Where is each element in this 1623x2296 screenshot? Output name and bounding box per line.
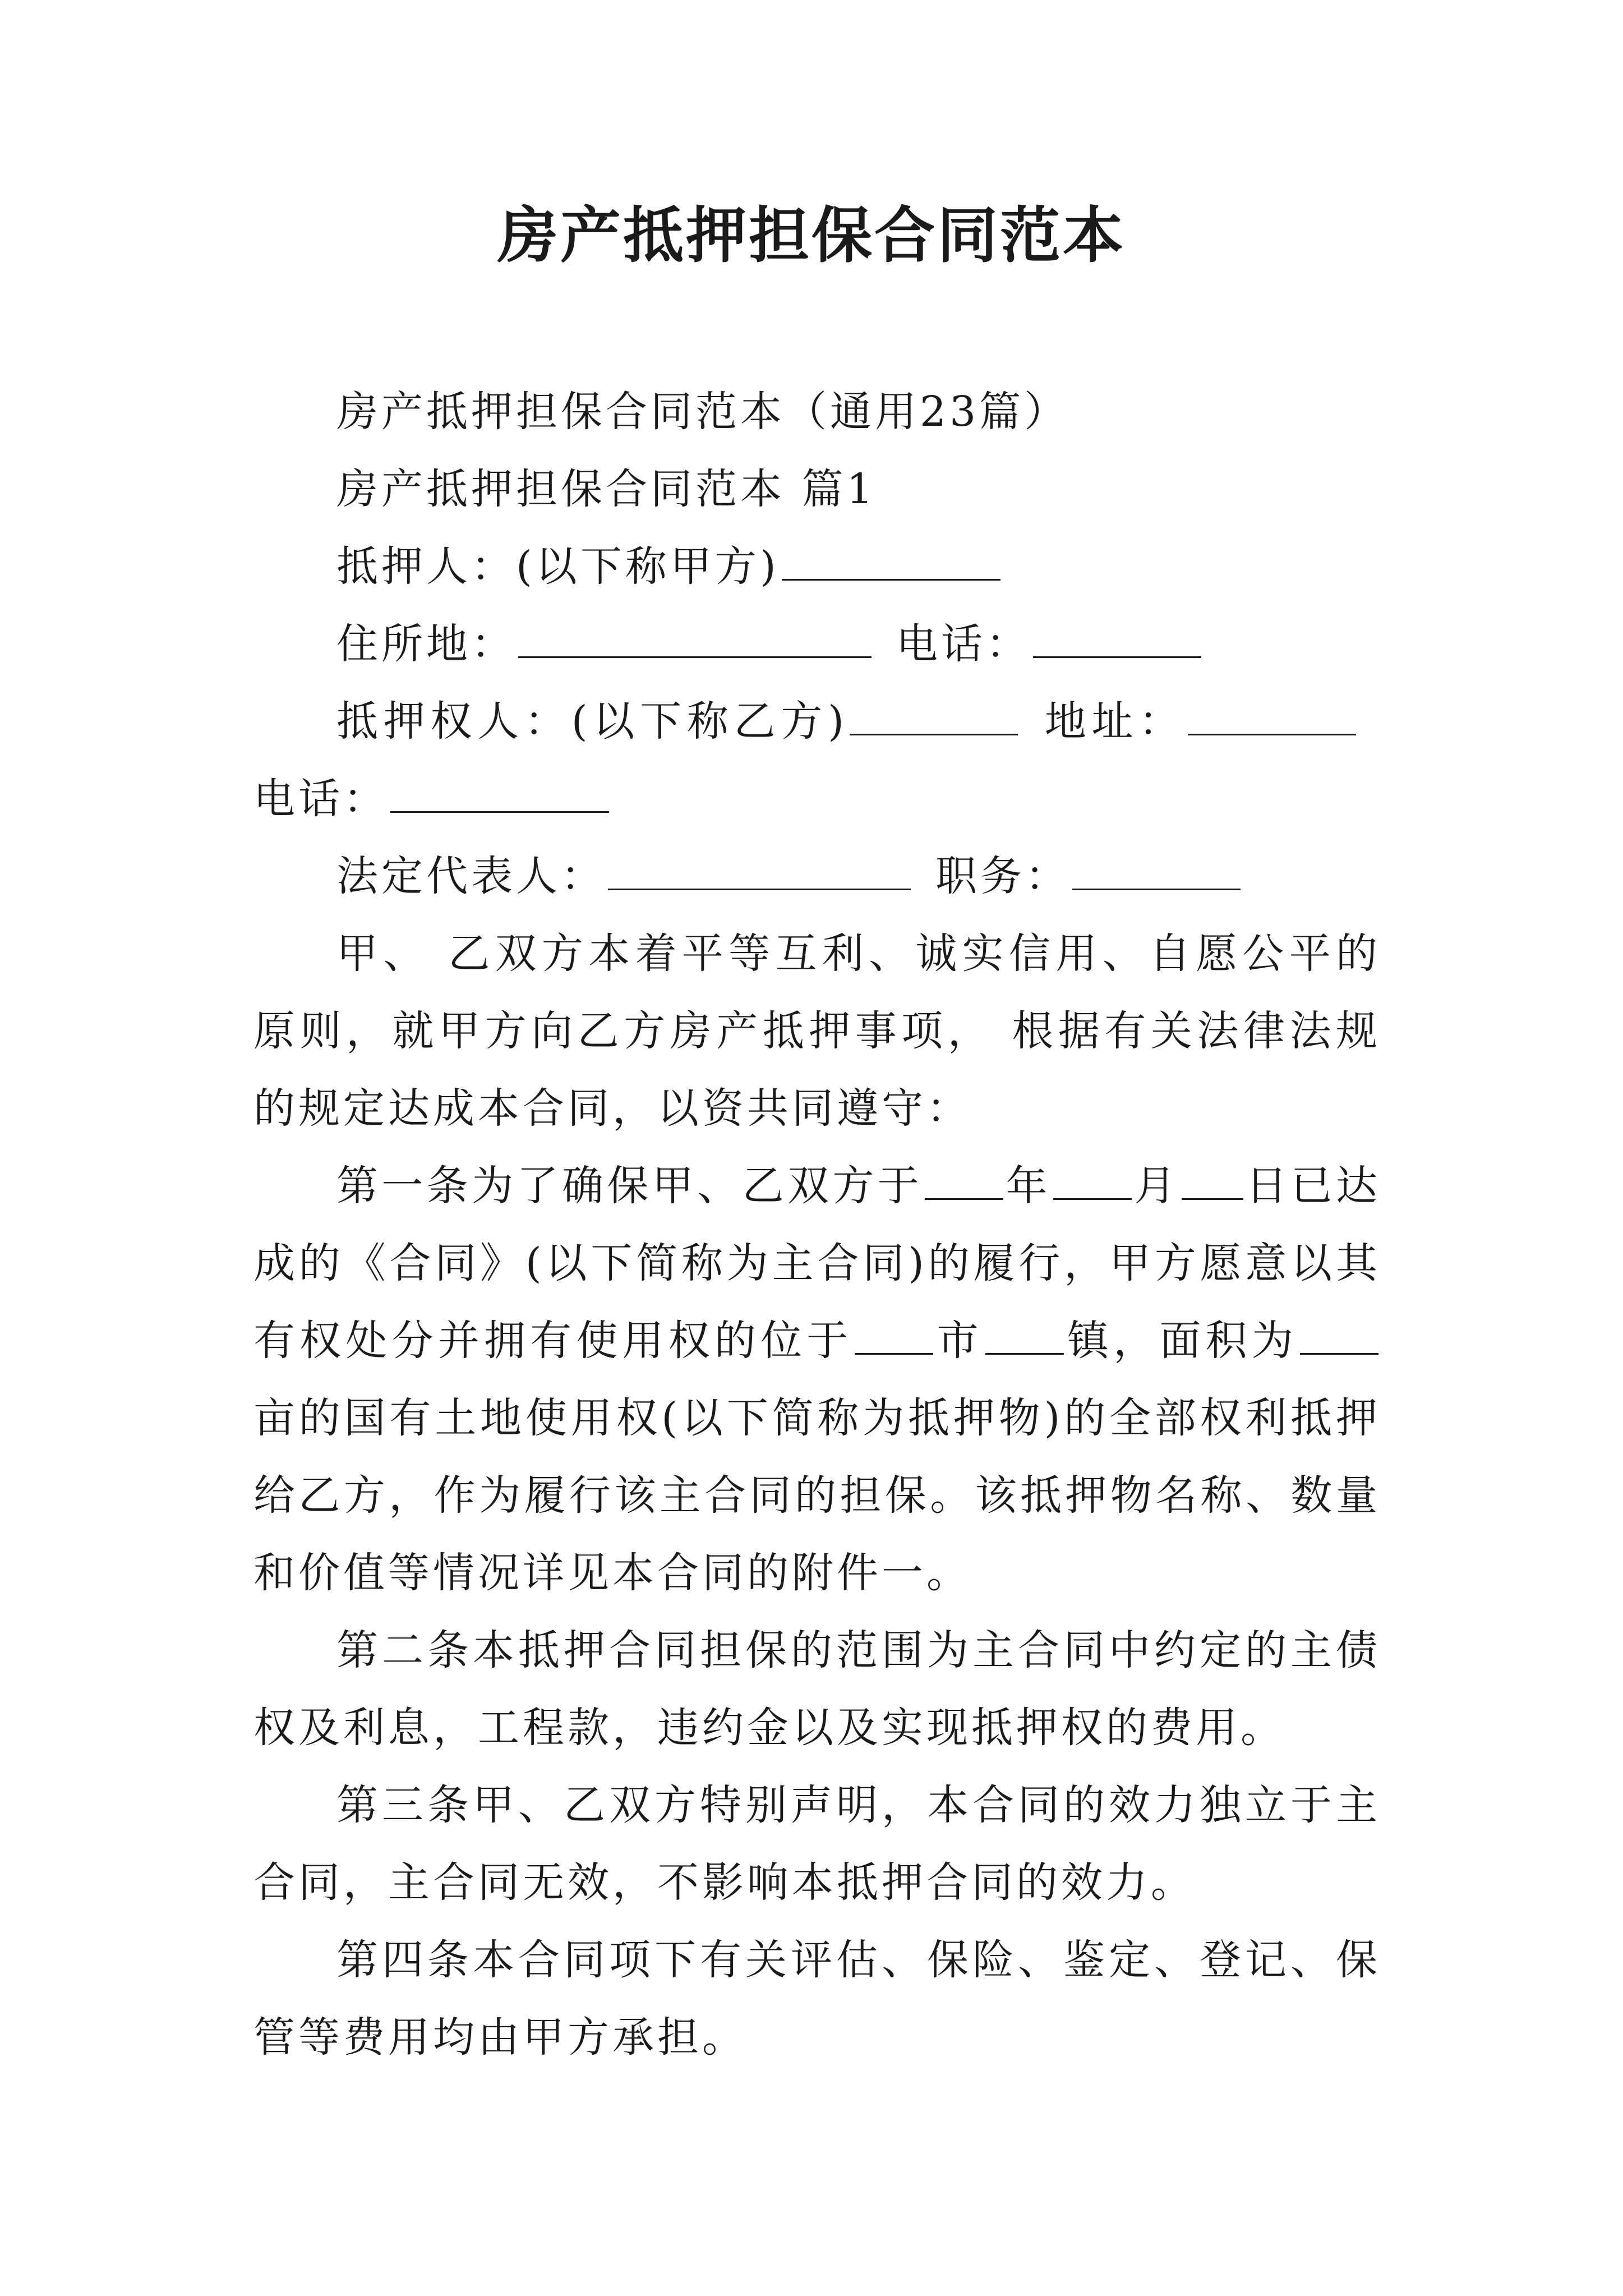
document-body bbox=[253, 373, 1381, 2076]
paragraph-subtitle: 房产抵押担保合同范本（通用23篇） bbox=[336, 388, 1069, 436]
address-label: 住所地： bbox=[336, 620, 516, 668]
mortgagee-blank bbox=[850, 699, 1018, 735]
day-blank bbox=[1182, 1163, 1243, 1200]
mortgagee-label: 抵押权人：(以下称乙方) bbox=[336, 697, 847, 746]
article-1-text-f: 镇，面积为 bbox=[1066, 1317, 1298, 1365]
paragraph-legal-rep bbox=[253, 838, 1381, 915]
paragraph-article-4: 第四条本合同项下有关评估、保险、鉴定、登记、保管等费用均由甲方承担。 bbox=[253, 1936, 1381, 2062]
mortgagee-phone-blank bbox=[390, 776, 609, 813]
article-1-text-a: 第一条为了确保甲、乙双方于 bbox=[336, 1162, 923, 1210]
legal-rep-blank bbox=[608, 854, 911, 890]
article-1-text-d: 日已达成的《合同》(以下简称为主合同)的履行，甲方愿意以其有权处分并拥有使用权的位于 bbox=[253, 1162, 1381, 1365]
article-1-text-c: 月 bbox=[1134, 1162, 1179, 1210]
mortgagee-phone-label: 电话： bbox=[253, 775, 388, 823]
paragraph-mortgagee bbox=[253, 683, 1381, 838]
legal-rep-label: 法定代表人： bbox=[336, 852, 606, 900]
position-blank bbox=[1072, 854, 1241, 890]
paragraph-article-1 bbox=[253, 1147, 1381, 1612]
document-title: 房产抵押担保合同范本 bbox=[497, 200, 1126, 271]
town-blank bbox=[985, 1318, 1064, 1355]
address-blank bbox=[518, 622, 872, 658]
city-blank bbox=[855, 1318, 933, 1355]
article-1-text-g: 亩的国有土地使用权(以下简称为抵押物)的全部权利抵押给乙方，作为履行该主合同的担保。该抵押物名称、数量和价值等情况详见本合同的附件一。 bbox=[253, 1394, 1381, 1597]
article-1-text-e: 市 bbox=[935, 1317, 983, 1365]
paragraph-preamble: 甲、 乙双方本着平等互利、诚实信用、自愿公平的原则，就甲方向乙方房产抵押事项， 根据有关法律法规的规定达成本合同，以资共同遵守： bbox=[253, 930, 1381, 1133]
mortgagee-address-label: 地址： bbox=[1043, 697, 1186, 746]
paragraph-mortgagor bbox=[253, 528, 1381, 605]
paragraph-address bbox=[253, 605, 1381, 683]
paragraph-article-heading: 房产抵押担保合同范本 篇1 bbox=[336, 465, 877, 513]
mortgagor-blank bbox=[782, 544, 1000, 581]
phone-label: 电话： bbox=[896, 620, 1031, 668]
month-blank bbox=[1053, 1163, 1132, 1200]
position-label: 职务： bbox=[935, 852, 1070, 900]
phone-blank bbox=[1033, 622, 1201, 658]
paragraph-article-2: 第二条本抵押合同担保的范围为主合同中约定的主债权及利息，工程款，违约金以及实现抵押权的费用。 bbox=[253, 1626, 1381, 1752]
area-blank bbox=[1300, 1318, 1378, 1355]
year-blank bbox=[925, 1163, 1003, 1200]
mortgagee-address-blank bbox=[1188, 699, 1356, 735]
article-1-text-b: 年 bbox=[1006, 1162, 1052, 1210]
mortgagor-label: 抵押人：(以下称甲方) bbox=[336, 542, 780, 591]
paragraph-article-3: 第三条甲、乙双方特别声明，本合同的效力独立于主合同，主合同无效，不影响本抵押合同的效力。 bbox=[253, 1781, 1381, 1907]
